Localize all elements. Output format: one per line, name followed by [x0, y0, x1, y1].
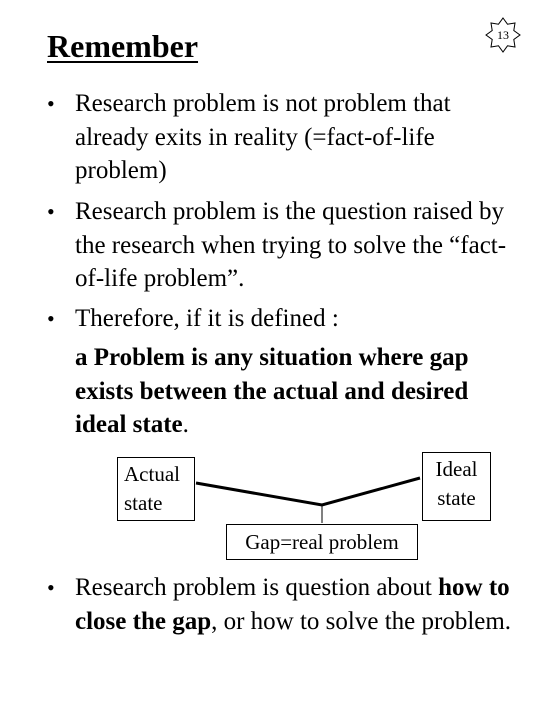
- bullet-text: Therefore, if it is defined :: [75, 305, 339, 332]
- bullet-dot: •: [47, 306, 55, 331]
- bullet-dot: •: [47, 91, 55, 116]
- last-bullet-after: , or how to solve the problem.: [211, 607, 512, 635]
- problem-definition: [75, 341, 505, 442]
- last-bullet-before: Research problem is question about: [75, 574, 439, 601]
- definition-bold-text: a Problem is any situation where gap exists between the actual and desired ideal state: [75, 344, 469, 438]
- bullet-item: [47, 571, 515, 638]
- page-number: 13: [497, 27, 509, 42]
- ideal-state-box: Ideal state: [422, 452, 491, 521]
- definition-tail: .: [182, 411, 189, 438]
- bullet-dot: •: [47, 575, 55, 600]
- slide-title: Remember: [47, 28, 199, 64]
- bullet-dot: •: [47, 199, 55, 224]
- actual-state-box: Actual state: [117, 457, 195, 521]
- bullet-text: Research problem is not problem that already exits in reality (=fact-of-life problem): [75, 90, 451, 184]
- page-number-badge: [485, 17, 521, 53]
- gap-label-box: Gap=real problem: [226, 524, 418, 560]
- bullet-text: Research problem is the question raised by the research when trying to solve the “fact-of-life problem”.: [75, 198, 507, 292]
- bullet-item: [47, 195, 515, 296]
- bullet-item: [47, 87, 515, 188]
- last-bullet-bold: how to close the gap: [75, 574, 510, 635]
- bullet-item: [47, 302, 515, 336]
